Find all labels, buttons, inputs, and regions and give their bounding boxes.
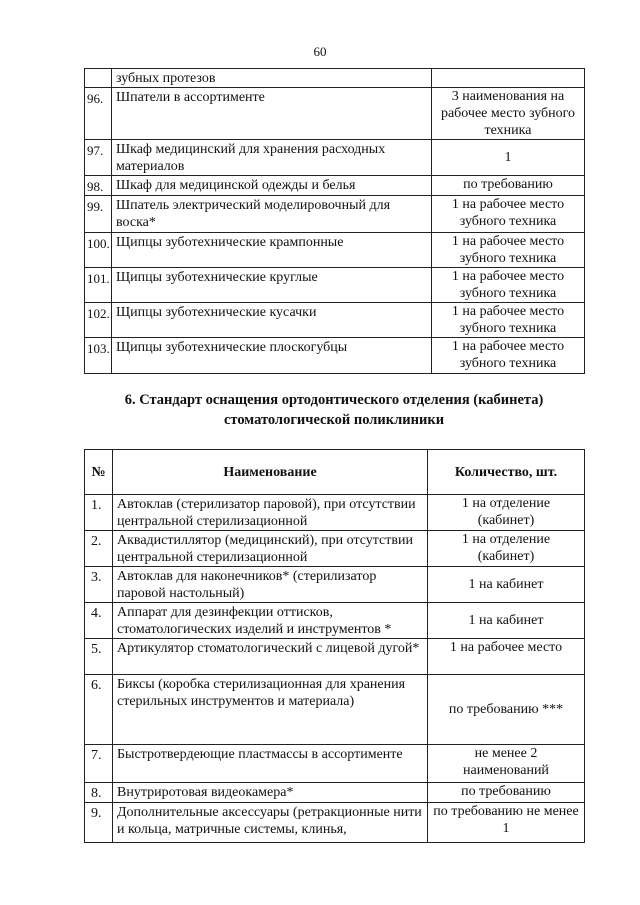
row-name: Щипцы зуботехнические кусачки [112, 303, 432, 338]
row-name: Шпатели в ассортименте [112, 88, 432, 140]
row-name: Шпатель электрический моделировочный для воска* [112, 196, 432, 233]
row-number: 3. [85, 567, 113, 603]
row-number: 5. [85, 639, 113, 675]
table-row [85, 303, 585, 338]
row-number: 9. [85, 803, 113, 843]
section-title-line-2: стоматологической поликлиники [223, 412, 445, 428]
row-quantity: по требованию [428, 783, 585, 803]
table-row [85, 69, 585, 88]
row-quantity: 1 [432, 140, 585, 176]
row-number: 101. [85, 268, 112, 303]
page-number: 60 [313, 44, 327, 59]
header-number: № [85, 450, 113, 495]
row-number: 8. [85, 783, 113, 803]
table-row [85, 268, 585, 303]
row-quantity: 3 наименования на рабочее место зубного техника [432, 88, 585, 140]
row-quantity: 1 на рабочее место зубного техника [432, 268, 585, 303]
row-number: 7. [85, 745, 113, 783]
row-name: Биксы (коробка стерилизационная для хранения стерильных инструментов и материала) [113, 675, 428, 745]
header-quantity: Количество, шт. [428, 450, 585, 495]
row-name: Дополнительные аксессуары (ретракционные нити и кольца, матричные системы, клинья, [113, 803, 428, 843]
table-row [85, 233, 585, 268]
row-quantity: 1 на рабочее место зубного техника [432, 338, 585, 374]
row-name: зубных протезов [112, 69, 432, 88]
table-row [85, 639, 585, 675]
row-number: 96. [85, 88, 112, 140]
row-quantity: 1 на рабочее место зубного техника [432, 303, 585, 338]
row-number: 6. [85, 675, 113, 745]
table-row [85, 745, 585, 783]
table-header-row [85, 450, 585, 495]
row-name: Щипцы зуботехнические круглые [112, 268, 432, 303]
row-quantity: 1 на отделение (кабинет) [428, 495, 585, 531]
row-name: Автоклав для наконечников* (стерилизатор паровой настольный) [113, 567, 428, 603]
table-row [85, 675, 585, 745]
row-name: Шкаф для медицинской одежды и белья [112, 176, 432, 196]
row-number: 103. [85, 338, 112, 374]
table-row [85, 603, 585, 639]
row-quantity: по требованию *** [428, 675, 585, 745]
section-title [84, 390, 584, 430]
row-quantity: 1 на рабочее место зубного техника [432, 233, 585, 268]
row-name: Щипцы зуботехнические плоскогубцы [112, 338, 432, 374]
row-number: 2. [85, 531, 113, 567]
table-row [85, 531, 585, 567]
row-name: Аппарат для дезинфекции оттисков, стоматологических изделий и инструментов * [113, 603, 428, 639]
row-name: Внутриротовая видеокамера* [113, 783, 428, 803]
row-quantity: по требованию не менее 1 [428, 803, 585, 843]
table-row [85, 803, 585, 843]
row-quantity: 1 на кабинет [428, 603, 585, 639]
row-number [85, 69, 112, 88]
table-row [85, 196, 585, 233]
header-name: Наименование [113, 450, 428, 495]
orthodontic-equipment-table [84, 449, 585, 843]
row-quantity [432, 69, 585, 88]
row-number: 4. [85, 603, 113, 639]
row-quantity: 1 на кабинет [428, 567, 585, 603]
section-title-line-1: 6. Стандарт оснащения ортодонтического отделения (кабинета) [124, 392, 544, 408]
row-quantity: 1 на отделение (кабинет) [428, 531, 585, 567]
row-number: 98. [85, 176, 112, 196]
row-name: Автоклав (стерилизатор паровой), при отсутствии центральной стерилизационной [113, 495, 428, 531]
table-row [85, 783, 585, 803]
table-row [85, 88, 585, 140]
row-name: Шкаф медицинский для хранения расходных материалов [112, 140, 432, 176]
row-number: 102. [85, 303, 112, 338]
row-name: Щипцы зуботехнические крампонные [112, 233, 432, 268]
equipment-table-continued [84, 68, 585, 374]
table-row [85, 338, 585, 374]
row-quantity: 1 на рабочее место [428, 639, 585, 675]
row-name: Артикулятор стоматологический с лицевой дугой* [113, 639, 428, 675]
row-name: Аквадистиллятор (медицинский), при отсутствии центральной стерилизационной [113, 531, 428, 567]
row-quantity: 1 на рабочее место зубного техника [432, 196, 585, 233]
row-number: 100. [85, 233, 112, 268]
row-number: 97. [85, 140, 112, 176]
row-name: Быстротвердеющие пластмассы в ассортименте [113, 745, 428, 783]
table-row [85, 140, 585, 176]
row-number: 99. [85, 196, 112, 233]
table-row [85, 567, 585, 603]
table-row [85, 176, 585, 196]
table-row [85, 495, 585, 531]
row-quantity: по требованию [432, 176, 585, 196]
row-quantity: не менее 2 наименований [428, 745, 585, 783]
row-number: 1. [85, 495, 113, 531]
